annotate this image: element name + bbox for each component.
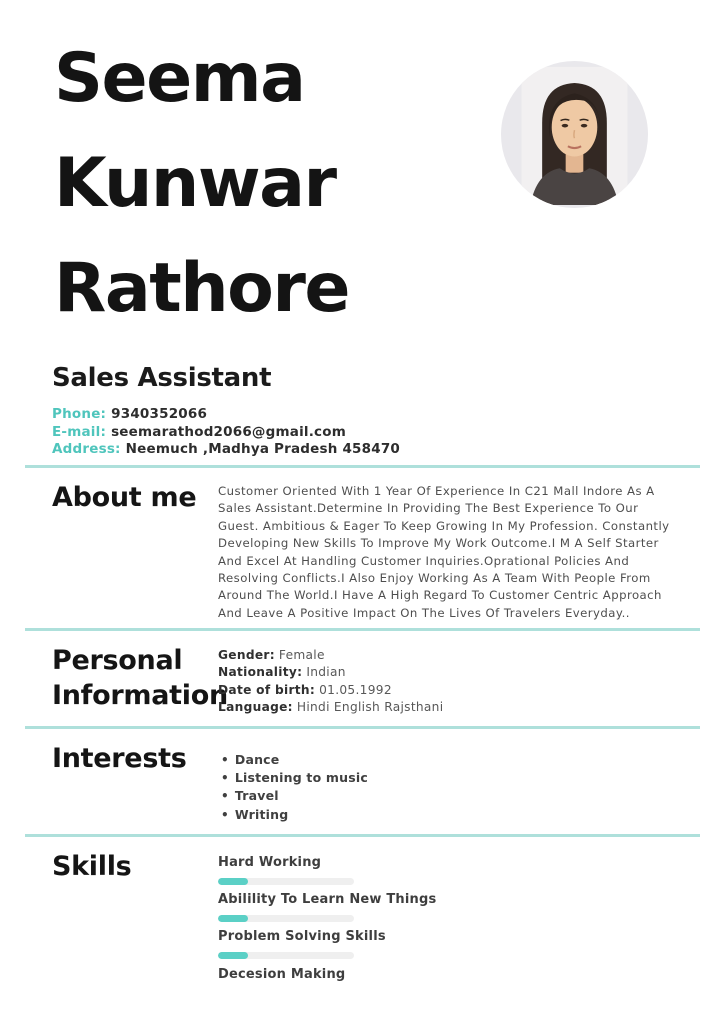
contact-row [52,424,400,442]
section-title-interests: Interests [52,743,187,774]
skill-bar-track [218,878,354,885]
personal-info-value: 01.05.1992 [319,682,392,697]
personal-info-value: Indian [306,665,346,680]
profile-photo [501,61,648,208]
contact-block [52,406,400,459]
personal-info-block [218,647,443,716]
personal-info-value: Hindi English Rajsthani [296,699,444,714]
personal-info-row [218,664,443,681]
skill-name: Abilility To Learn New Things [218,892,437,908]
skill-item [218,930,436,967]
section-title-skills: Skills [52,851,132,882]
personal-info-label: Nationality: [218,665,303,680]
personal-info-label: Language: [218,699,293,714]
personal-info-row [218,647,443,664]
personal-info-label: Gender: [218,648,275,662]
skill-item [218,968,436,1005]
skill-name: Problem Solving Skills [218,929,386,945]
contact-label: Phone: [52,406,107,422]
skill-item [218,893,436,930]
contact-value: seemarathod2066@gmail.com [111,423,346,440]
interest-item: • Travel [221,787,368,805]
contact-value: 9340352066 [111,406,208,422]
profile-photo-illustration [501,61,648,208]
skill-bar-track [218,915,354,922]
personal-info-value: Female [278,648,325,662]
skill-item [218,856,436,893]
skill-bar-fill [218,878,248,885]
person-name-line: Rathore [54,249,350,328]
person-name-line: Seema [54,39,305,118]
section-divider [25,628,700,631]
interest-item: • Dance [221,751,368,769]
person-name-line: Kunwar [54,144,336,223]
skill-bar-track [218,952,354,959]
person-name [54,26,349,341]
section-title-about: About me [52,482,197,513]
skill-bar-fill [218,952,248,959]
section-divider [25,465,700,468]
personal-info-row [218,682,443,699]
skills-list [218,856,436,1005]
section-title-personal-information: Personal Information [52,645,228,711]
job-title: Sales Assistant [52,363,272,393]
skill-bar-fill [218,915,248,922]
contact-label: E-mail: [52,423,107,440]
skill-name: Decesion Making [218,966,346,982]
skill-name: Hard Working [218,855,322,870]
personal-info-row [218,699,443,716]
interest-item: • Listening to music [221,769,368,787]
contact-value: Neemuch ,Madhya Pradesh 458470 [125,441,401,457]
interests-list [221,751,368,824]
contact-row [52,441,400,459]
section-divider [25,834,700,837]
section-divider [25,726,700,729]
contact-row [52,406,400,424]
personal-info-label: Date of birth: [218,682,316,697]
contact-label: Address: [52,441,121,457]
about-text: Customer Oriented With 1 Year Of Experience In C21 Mall Indore As A Sales Assistant.Determine In Providing The Best Experience To Our Guest. Ambitious & Eager To Keep Growing In My Profession. Constantly Developing New Skills To Improve My Work Outcome.I M A Self Starter And Excel At Handling Customer Inquiries.Oprational Policies And Resolving Conflicts.I Also Enjoy Working As A Team With People From Around The World.I Have A High Regard To Customer Centric Approach And Leave A Positive Impact On The Lives Of Travelers Everyday.. [218,484,670,620]
interest-item: • Writing [221,806,368,824]
